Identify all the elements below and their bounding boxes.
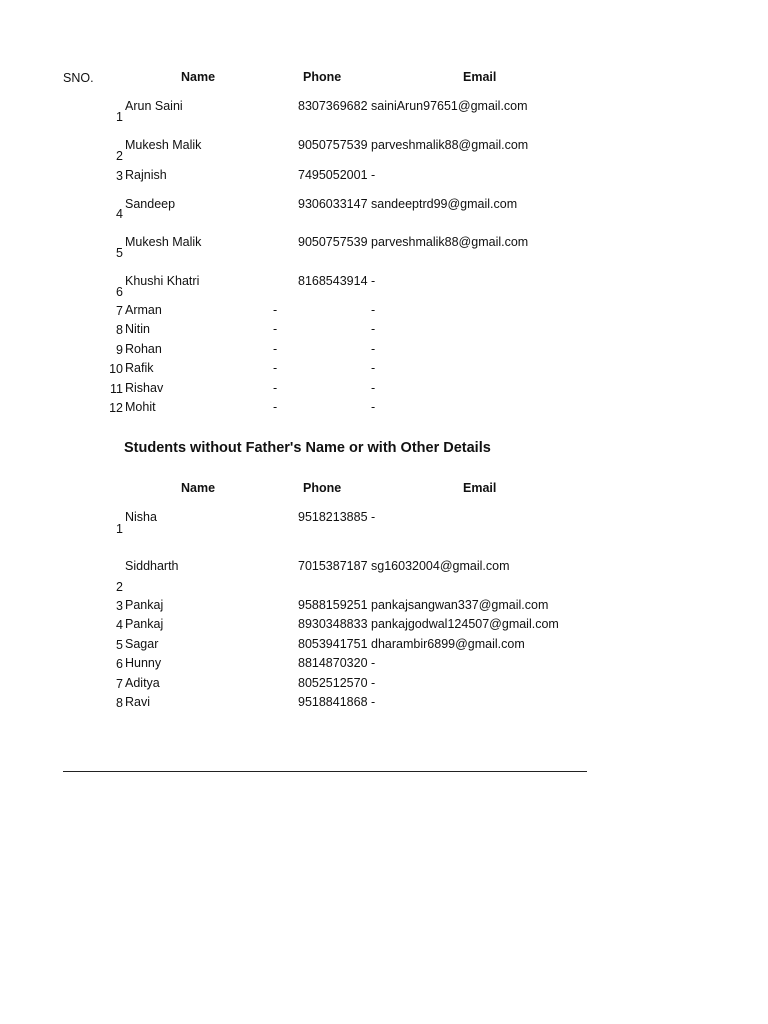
student-name: Hunny [125, 656, 162, 670]
phone-cell: 8168543914 [298, 274, 368, 288]
student-name: Rafik [125, 361, 154, 375]
phone-cell: 9588159251 [298, 598, 368, 612]
sno-header: SNO. [63, 71, 94, 85]
student-name: Siddharth [125, 559, 179, 573]
row-number: 7 [116, 677, 123, 691]
row-number: 2 [116, 149, 123, 163]
email-cell: - [371, 322, 376, 336]
email-cell: parveshmalik88@gmail.com [371, 235, 529, 249]
name-header-2: Name [181, 481, 216, 495]
contact-cell [298, 235, 528, 250]
student-name: Mohit [125, 400, 156, 414]
phone-cell: 8814870320 [298, 656, 368, 670]
email-cell: - [371, 510, 376, 524]
email-cell: - [371, 381, 376, 395]
student-name: Ravi [125, 695, 151, 709]
row-number: 7 [116, 304, 123, 318]
phone-header: Phone [303, 70, 342, 84]
contact-cell [298, 676, 375, 691]
phone-header-2: Phone [303, 481, 342, 495]
row-number: 9 [116, 343, 123, 357]
email-cell: parveshmalik88@gmail.com [371, 138, 529, 152]
contact-cell [298, 510, 375, 525]
row-number: 2 [116, 580, 123, 594]
contact-cell [298, 656, 375, 671]
row-number: 3 [116, 599, 123, 613]
email-cell: sainiArun97651@gmail.com [371, 99, 528, 113]
student-name: Aditya [125, 676, 160, 690]
contact-cell [298, 274, 375, 289]
phone-cell: 8053941751 [298, 637, 368, 651]
name-header: Name [181, 70, 216, 84]
contact-cell [298, 99, 528, 114]
email-cell: - [371, 342, 376, 356]
phone-cell: - [273, 400, 278, 414]
row-number: 3 [116, 169, 123, 183]
email-header-2: Email [463, 481, 497, 495]
student-name: Rohan [125, 342, 162, 356]
contact-cell [298, 168, 375, 183]
student-name: Rishav [125, 381, 164, 395]
row-number: 5 [116, 638, 123, 652]
row-number: 8 [116, 696, 123, 710]
contact-cell [298, 598, 548, 613]
phone-cell: 8307369682 [298, 99, 368, 113]
student-name: Nitin [125, 322, 151, 336]
student-name: Nisha [125, 510, 157, 524]
row-number: 1 [116, 522, 123, 536]
student-name: Rajnish [125, 168, 167, 182]
row-number: 11 [110, 382, 123, 396]
email-cell: - [371, 695, 376, 709]
email-cell: sg16032004@gmail.com [371, 559, 510, 573]
student-name: Sagar [125, 637, 159, 651]
contact-cell [298, 559, 509, 574]
phone-cell: 9306033147 [298, 197, 368, 211]
row-number: 6 [116, 285, 123, 299]
phone-cell: 9050757539 [298, 138, 368, 152]
student-name: Mukesh Malik [125, 235, 202, 249]
email-cell: - [371, 656, 376, 670]
phone-cell: 7015387187 [298, 559, 368, 573]
email-cell: sandeeptrd99@gmail.com [371, 197, 518, 211]
email-cell: - [371, 168, 376, 182]
email-cell: pankajsangwan337@gmail.com [371, 598, 549, 612]
email-cell: - [371, 676, 376, 690]
phone-cell: - [273, 322, 278, 336]
row-number: 1 [116, 110, 123, 124]
phone-cell: - [273, 342, 278, 356]
phone-cell: 9518213885 [298, 510, 368, 524]
student-name: Pankaj [125, 617, 164, 631]
row-number: 5 [116, 246, 123, 260]
email-cell: dharambir6899@gmail.com [371, 637, 525, 651]
phone-cell: 8052512570 [298, 676, 368, 690]
contact-cell [298, 138, 528, 153]
student-name: Pankaj [125, 598, 164, 612]
phone-cell: 9050757539 [298, 235, 368, 249]
email-cell: - [371, 303, 376, 317]
contact-cell [298, 617, 559, 632]
phone-cell: 8930348833 [298, 617, 368, 631]
student-name: Sandeep [125, 197, 176, 211]
email-header: Email [463, 70, 497, 84]
row-number: 10 [109, 362, 123, 376]
contact-cell [298, 197, 517, 212]
email-cell: pankajgodwal124507@gmail.com [371, 617, 559, 631]
divider-line [63, 771, 587, 772]
row-number: 12 [109, 401, 123, 415]
phone-cell: - [273, 381, 278, 395]
student-name: Mukesh Malik [125, 138, 202, 152]
contact-cell [298, 637, 525, 652]
contact-cell [298, 695, 375, 710]
email-cell: - [371, 400, 376, 414]
phone-cell: 9518841868 [298, 695, 368, 709]
student-name: Khushi Khatri [125, 274, 200, 288]
row-number: 4 [116, 618, 123, 632]
phone-cell: 7495052001 [298, 168, 368, 182]
row-number: 8 [116, 323, 123, 337]
email-cell: - [371, 361, 376, 375]
phone-cell: - [273, 361, 278, 375]
phone-cell: - [273, 303, 278, 317]
section-title: Students without Father's Name or with Other Details [124, 440, 491, 456]
student-name: Arun Saini [125, 99, 183, 113]
row-number: 6 [116, 657, 123, 671]
email-cell: - [371, 274, 376, 288]
row-number: 4 [116, 207, 123, 221]
student-name: Arman [125, 303, 162, 317]
